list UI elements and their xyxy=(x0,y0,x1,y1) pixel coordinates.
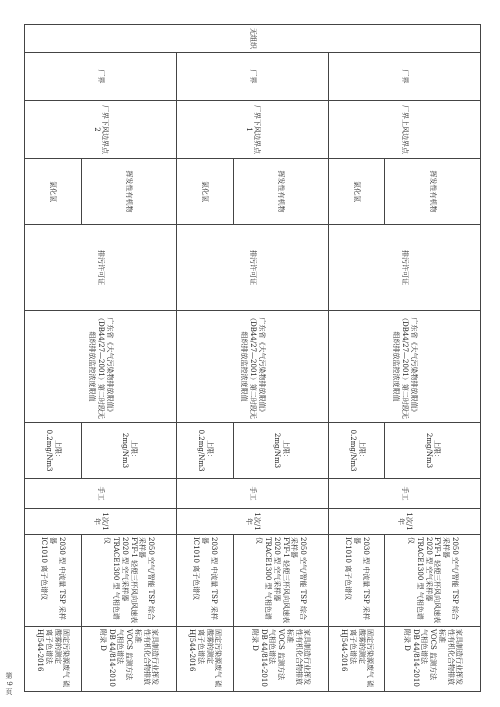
rotated-page xyxy=(1,24,481,691)
method-cell: 2030 型 中流量 TSP 采样器 IC1010 离子色谱仪 xyxy=(177,535,233,627)
method-cell: 2050 空气/智能 TSP 综合采样器 FYF-1 轻便三杯风向风速表 2020 型 空气采样器 TRACE1300 型 气相色谱仪 xyxy=(233,535,329,627)
limit-cell: 上限：0.2mg/Nm3 xyxy=(25,423,82,479)
permit-cell: 排污许可证 xyxy=(25,225,177,311)
standard-cell: 家具制造行业挥发性有机化合物排放标准 VOCS 监测方法 气相色谱法 DB 44/814-2010 附录 D xyxy=(385,627,481,692)
pollutant-cell: 挥发性有机物 xyxy=(233,159,329,225)
freq-cell: 1次/1年 xyxy=(25,509,177,535)
method-cell: 2030 型 中流量 TSP 采样器 IC1010 离子色谱仪 xyxy=(25,535,82,627)
permit-cell: 排污许可证 xyxy=(177,225,329,311)
limit-cell: 上限：0.2mg/Nm3 xyxy=(177,423,233,479)
location-cell: 厂界 xyxy=(25,53,177,101)
freq-cell: 1次/1年 xyxy=(329,509,481,535)
pollutant-cell: 氯化氢 xyxy=(25,159,82,225)
standard-cell: 家具制造行业挥发性有机化合物排放标准 VOCS 监测方法 气相色谱法 DB 44/814-2010 附录 D xyxy=(81,627,177,692)
table-row xyxy=(385,25,481,692)
pollutant-cell: 氯化氢 xyxy=(177,159,233,225)
pollutant-cell: 挥发性有机物 xyxy=(385,159,481,225)
limit-cell: 上限：0.2mg/Nm3 xyxy=(329,423,385,479)
pollutant-cell: 挥发性有机物 xyxy=(81,159,177,225)
standard-cell: 固定污染源废气 硫酸雾的测定 离子色谱法 HJ544-2016 xyxy=(177,627,233,692)
mode-cell: 手工 xyxy=(177,479,329,509)
table-row xyxy=(233,25,329,692)
method-cell: 2050 空气/智能 TSP 综合采样器 FYF-1 轻便三杯风向风速表 2020 型 空气采样器 TRACE1300 型 气相色谱仪 xyxy=(81,535,177,627)
method-cell: 2050 空气/智能 TSP 综合采样器 FYF-1 轻便三杯风向风速表 2020 型 空气采样器 TRACE1300 型 气相色谱仪 xyxy=(385,535,481,627)
standard-cell: 固定污染源废气 硫酸雾的测定 离子色谱法 HJ544-2016 xyxy=(25,627,82,692)
permit-cell: 排污许可证 xyxy=(329,225,481,311)
freq-cell: 1次/1年 xyxy=(177,509,329,535)
basis-cell: 广东省《大气污染物排放限值》（DB44/27—2001）第二时段无组织排放监控浓度限值 xyxy=(25,311,177,423)
mode-cell: 手工 xyxy=(25,479,177,509)
limit-cell: 上限：2mg/Nm3 xyxy=(233,423,329,479)
basis-cell: 广东省《大气污染物排放限值》（DB44/27—2001）第二时段无组织排放监控浓度限值 xyxy=(329,311,481,423)
monitoring-table xyxy=(24,24,481,692)
group-label-cell: 无组织 xyxy=(25,25,481,53)
page-number: 第 9 页 xyxy=(5,671,13,695)
point-cell: 厂界下风边界点2 xyxy=(25,101,177,159)
limit-cell: 上限：2mg/Nm3 xyxy=(385,423,481,479)
limit-cell: 上限：2mg/Nm3 xyxy=(81,423,177,479)
table-row xyxy=(81,25,177,692)
method-cell: 2030 型 中流量 TSP 采样器 IC1010 离子色谱仪 xyxy=(329,535,385,627)
basis-cell: 广东省《大气污染物排放限值》（DB44/27—2001）第二时段无组织排放监控浓度限值 xyxy=(177,311,329,423)
standard-cell: 固定污染源废气 硫酸雾的测定 离子色谱法 HJ544-2016 xyxy=(329,627,385,692)
location-cell: 厂界 xyxy=(177,53,329,101)
location-cell: 厂界 xyxy=(329,53,481,101)
pollutant-cell: 氯化氢 xyxy=(329,159,385,225)
mode-cell: 手工 xyxy=(329,479,481,509)
point-cell: 厂界上风边界点 xyxy=(329,101,481,159)
standard-cell: 家具制造行业挥发性有机化合物排放标准 VOCS 监测方法 气相色谱法 DB 44/814-2010 附录 D xyxy=(233,627,329,692)
point-cell: 厂界下风边界点1 xyxy=(177,101,329,159)
